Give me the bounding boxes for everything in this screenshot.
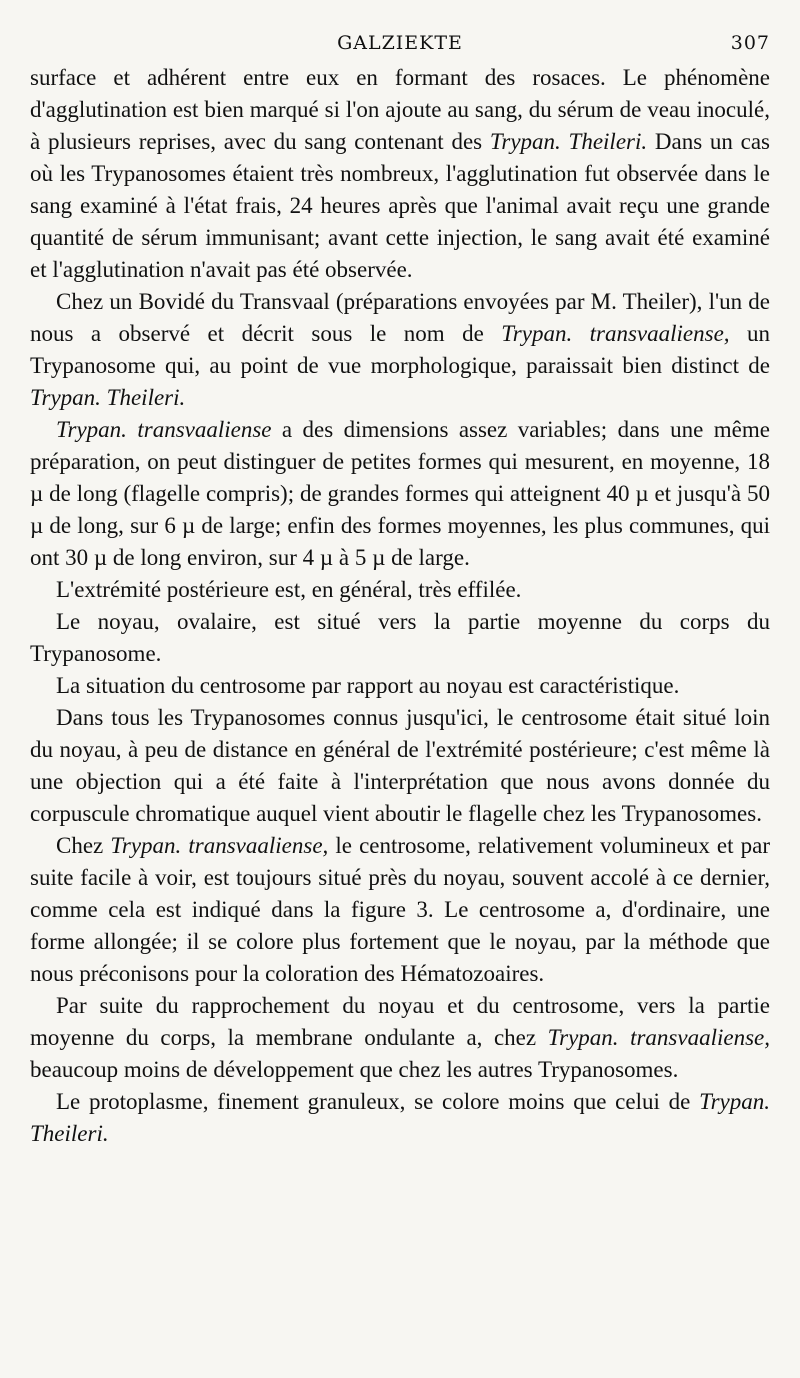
paragraph-9 (30, 990, 770, 1086)
species-name-italic: Trypan. transvaaliense, (110, 833, 329, 858)
species-name-italic: Trypan. Theileri. (30, 1089, 770, 1146)
book-page (30, 28, 770, 1150)
text-segment: le centrosome, relativement volumineux et par suite facile à voir, est toujours situé près du noyau, souvent accolé à ce dernier, comme cela est indiqué dans la figure 3. Le centrosome a, d'ordinaire, une forme allongée; il se colore plus fortement que le noyau, par la méthode que nous préconisons pour la coloration des Hématozoaires. (30, 833, 770, 986)
running-title: GALZIEKTE (337, 32, 463, 54)
species-name-italic: Trypan. transvaaliense, (547, 1025, 770, 1050)
species-name-italic: Trypan. Theileri. (489, 129, 648, 154)
text-segment: Le noyau, ovalaire, est situé vers la partie moyenne du corps du Trypanosome. (30, 609, 770, 666)
species-name-italic: Trypan. transvaaliense (56, 417, 272, 442)
body-text (30, 62, 770, 1150)
running-head (30, 28, 770, 62)
text-segment: Chez (56, 833, 111, 858)
paragraph-1 (30, 62, 770, 286)
paragraph-2 (30, 286, 770, 414)
paragraph-5 (30, 606, 770, 670)
text-segment: Par suite du rapprochement du noyau et du centrosome, vers la partie moyenne du corps, la membrane ondulante a, chez (30, 993, 770, 1050)
page-number: 307 (730, 32, 770, 54)
paragraph-6 (30, 670, 770, 702)
text-segment: La situation du centrosome par rapport au noyau est caractéristique. (56, 673, 680, 698)
paragraph-3 (30, 414, 770, 574)
paragraph-4 (30, 574, 770, 606)
text-segment: Le protoplasme, finement granuleux, se colore moins que celui de (56, 1089, 700, 1114)
species-name-italic: Trypan. Theileri. (30, 385, 186, 410)
text-segment: surface et adhérent entre eux en formant des rosaces. Le phénomène d'agglutination est bien marqué si l'on ajoute au sang, du sérum de veau inoculé, à plusieurs reprises, avec du sang contenant des (30, 65, 770, 154)
paragraph-8 (30, 830, 770, 990)
text-segment: Dans un cas où les Trypanosomes étaient très nombreux, l'agglutination fut observée dans le sang examiné à l'état frais, 24 heures après que l'animal avait reçu une grande quantité de sérum immunisant; avant cette injection, le sang avait été examiné et l'agglutination n'avait pas été observée. (30, 129, 770, 282)
text-segment: L'extrémité postérieure est, en général, très effilée. (56, 577, 522, 602)
text-segment: Chez un Bovidé du Transvaal (préparations envoyées par M. Theiler), l'un de nous a observé et décrit sous le nom de (30, 289, 770, 346)
text-segment: beaucoup moins de développement que chez les autres Trypanosomes. (30, 1057, 679, 1082)
text-segment: a des dimensions assez variables; dans une même préparation, on peut distinguer de petites formes qui mesurent, en moyenne, 18 µ de long (flagelle compris); de grandes formes qui atteignent 40 µ et jusqu'à 50 µ de long, sur 6 µ de large; enfin des formes moyennes, les plus communes, qui ont 30 µ de long environ, sur 4 µ à 5 µ de large. (30, 417, 770, 570)
paragraph-7 (30, 702, 770, 830)
text-segment: Dans tous les Trypanosomes connus jusqu'ici, le centrosome était situé loin du noyau, à peu de distance en général de l'extrémité postérieure; c'est même là une objection qui a été faite à l'interprétation que nous avons donnée du corpuscule chromatique auquel vient aboutir le flagelle chez les Trypanosomes. (30, 705, 770, 826)
species-name-italic: Trypan. transvaaliense, (501, 321, 730, 346)
text-segment: un Trypanosome qui, au point de vue morphologique, paraissait bien distinct de (30, 321, 770, 378)
paragraph-10 (30, 1086, 770, 1150)
